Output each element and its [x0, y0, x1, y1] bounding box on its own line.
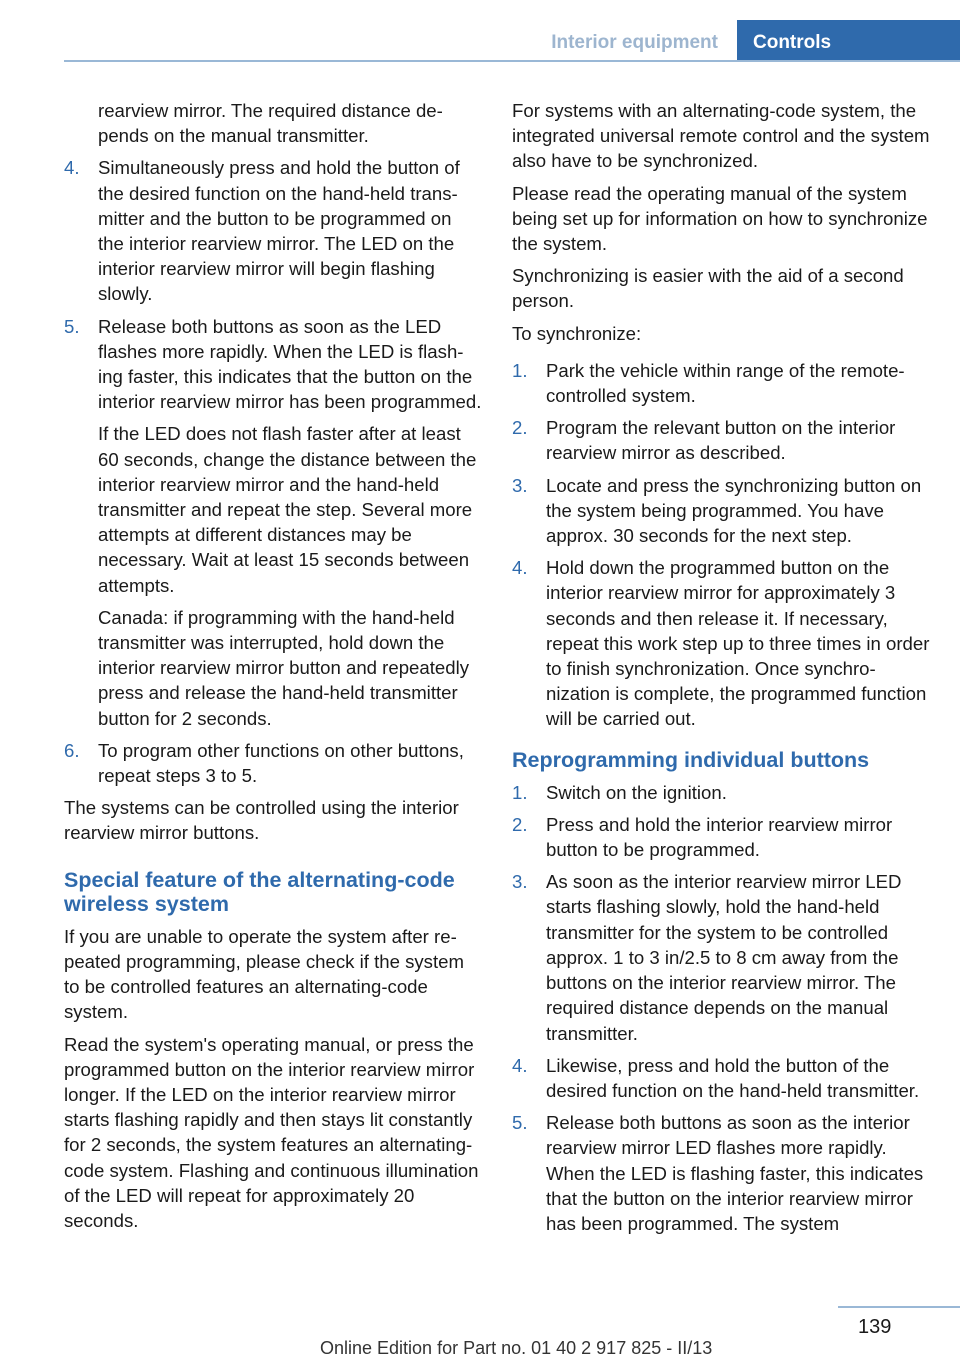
list-item — [64, 155, 482, 306]
header-rule — [64, 60, 960, 62]
body-paragraph: Synchronizing is easier with the aid of a second person. — [512, 265, 904, 312]
step-number: 4. — [64, 157, 80, 179]
step-text: Hold down the programmed button on the interior rearview mirror for approximately 3 seconds and then release it. If necessary, repeat this work step up to three times in order to finish synchronization. Once synchronization is complete, the programmed function will be carried out. — [546, 557, 930, 730]
step-number: 4. — [512, 557, 528, 579]
step-number: 3. — [512, 871, 528, 893]
step-text: Switch on the ignition. — [546, 781, 727, 803]
step-number: 6. — [64, 739, 80, 761]
step-text: To program other functions on other buttons, repeat steps 3 to 5. — [98, 739, 464, 787]
step-number: 1. — [512, 781, 528, 803]
list-item — [512, 555, 930, 731]
step-text: Canada: if programming with the hand-held transmitter was interrupted, hold down the interior rearview mirror button and repeatedly press and release the hand-held transmitter button for 2 seconds. — [98, 606, 470, 729]
step-number: 1. — [512, 359, 528, 381]
list-item — [512, 1110, 930, 1236]
step-number: 2. — [512, 813, 528, 835]
step-text: Program the relevant button on the interior rearview mirror as described. — [546, 417, 896, 464]
step-text: Locate and press the synchronizing button on the system being programmed. You have approx. 30 seconds for the next step. — [546, 474, 922, 547]
reprogramming-steps — [512, 780, 930, 1236]
list-item — [512, 780, 930, 805]
body-paragraph: For systems with an alternating-code system, the integrated universal remote control and the system also have to be synchronized. — [512, 100, 930, 172]
synchronize-steps — [512, 358, 930, 732]
step-number: 5. — [512, 1112, 528, 1134]
list-item — [64, 738, 482, 788]
body-paragraph: If you are unable to operate the system after repeated programming, please check if the system to be controlled features an alternating-code system. — [64, 925, 464, 1023]
step-text: Likewise, press and hold the button of the desired function on the hand-held transmitter. — [546, 1054, 920, 1101]
step-text: Release both buttons as soon as the LED flashes more rapidly. When the LED is flashing faster, this indicates that the button on the interior rearview mirror has been programmed. — [98, 315, 482, 413]
section-heading: Special feature of the alternating-code wireless system — [64, 867, 455, 916]
step-text: Park the vehicle within range of the remote-controlled system. — [546, 359, 905, 407]
step-text: Press and hold the interior rearview mirror button to be programmed. — [546, 813, 893, 861]
body-paragraph: The systems can be controlled using the interior rearview mirror buttons. — [64, 797, 459, 844]
step-number: 2. — [512, 417, 528, 439]
page-number: 139 — [858, 1316, 892, 1338]
step-text: As soon as the interior rearview mirror LED starts flashing slowly, hold the hand-held transmitter for the system to be controlled approx. 1 to 3 in/2.5 to 8 cm away from the buttons on the interior rearview mirror. The required distance depends on the manual transmitter. — [546, 871, 902, 1044]
step-continuation: rearview mirror. The required distance depends on the manual transmitter. — [98, 100, 443, 147]
section-heading: Reprogramming individual buttons — [512, 747, 870, 772]
list-item — [512, 1053, 930, 1103]
list-item — [512, 869, 930, 1045]
body-paragraph: Please read the operating manual of the system being set up for information on how to synchronize the system. — [512, 182, 928, 255]
list-item — [64, 314, 482, 731]
list-item — [512, 415, 930, 465]
step-text: Simultaneously press and hold the button of the desired function on the hand-held transmitter and the button to be programmed on the interior rearview mirror. The LED on the interior rearview mirror will begin flashing slowly. — [98, 157, 460, 305]
step-number: 4. — [512, 1054, 528, 1076]
page-header — [0, 0, 960, 64]
body-paragraph: To synchronize: — [512, 322, 642, 344]
step-text: Release both buttons as soon as the interior rearview mirror LED flashes more rapidly. When the LED is flashing faster, this indicates that the button on the interior rearview mirror has been programmed. The system — [546, 1112, 924, 1234]
step-text: If the LED does not flash faster after at least 60 seconds, change the distance between the interior rearview mirror and the hand-held transmitter and repeat the step. Several more attempts at different distances may be necessary. Wait at least 15 seconds between attempts. — [98, 423, 477, 596]
body-paragraph: Read the system's operating manual, or press the programmed button on the interior rearview mirror longer. If the LED on the interior rearview mirror starts flashing rapidly and then stays lit constantly for 2 seconds, the system features an alternating-code system. Flashing and continuous illumination of the LED will repeat for approximately 20 seconds. — [64, 1033, 479, 1231]
edition-footer: Online Edition for Part no. 01 40 2 917 825 - II/13 — [320, 1338, 713, 1358]
left-column — [64, 98, 482, 1240]
list-item — [512, 812, 930, 862]
header-section-title: Interior equipment — [551, 32, 718, 53]
programming-steps — [64, 155, 482, 788]
step-number: 3. — [512, 474, 528, 496]
list-item — [512, 473, 930, 549]
right-column — [512, 98, 930, 1243]
header-chapter-tab: Controls — [737, 20, 960, 62]
footer-rule — [838, 1306, 960, 1308]
step-number: 5. — [64, 315, 80, 337]
list-item — [512, 358, 930, 408]
